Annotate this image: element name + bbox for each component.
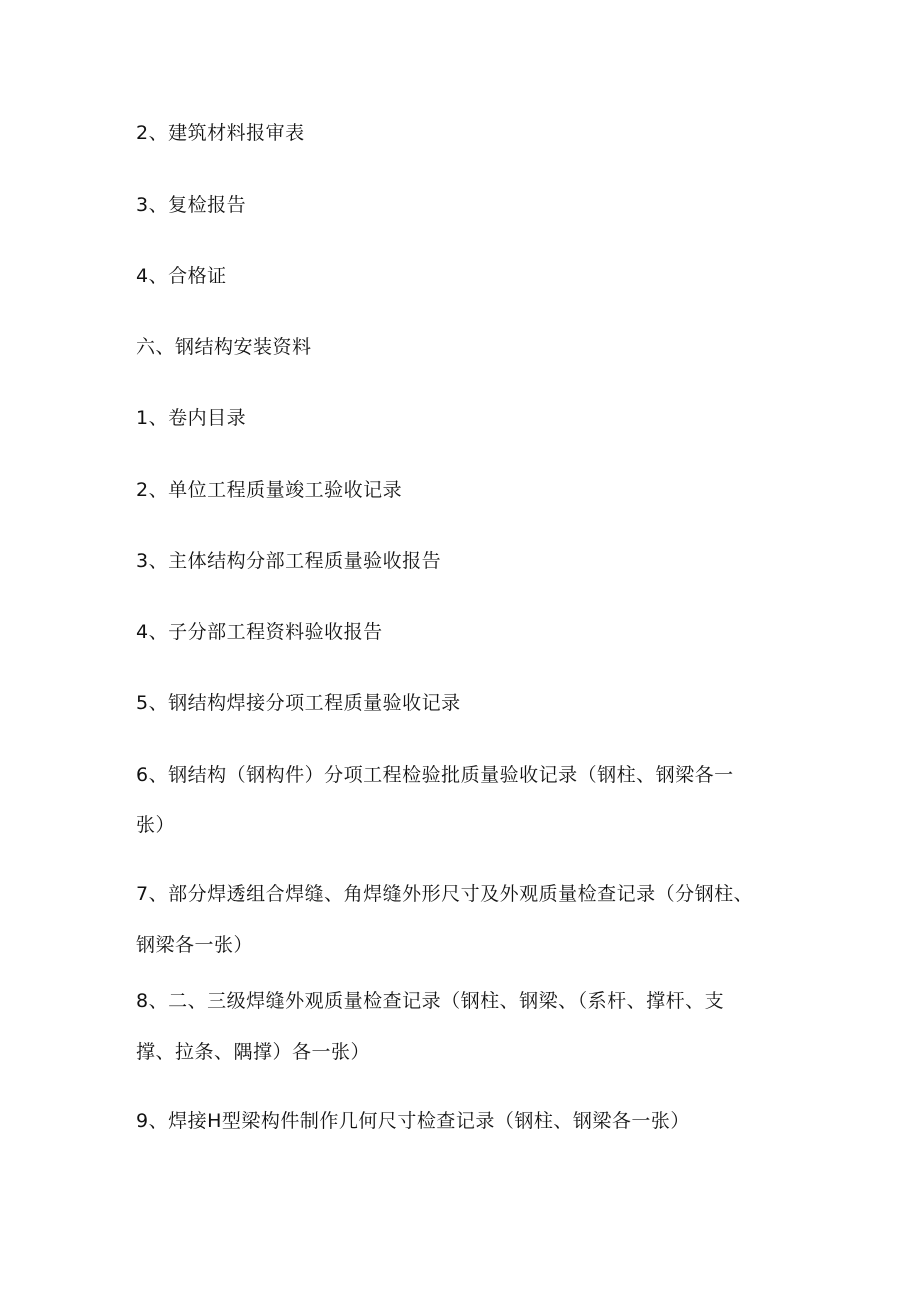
list-item: 6、钢结构（钢构件）分项工程检验批质量验收记录（钢柱、钢梁各一 [136,764,734,786]
list-item: 2、建筑材料报审表 [136,122,305,144]
list-item: 3、主体结构分部工程质量验收报告 [136,550,442,572]
list-item: 3、复检报告 [136,194,247,216]
list-item: 7、部分焊透组合焊缝、角焊缝外形尺寸及外观质量检查记录（分钢柱、 [136,883,754,905]
list-item: 5、钢结构焊接分项工程质量验收记录 [136,692,461,714]
list-item: 8、二、三级焊缝外观质量检查记录（钢柱、钢梁、（系杆、撑杆、支 [136,990,725,1012]
section-heading: 六、钢结构安装资料 [136,336,312,358]
list-item: 4、子分部工程资料验收报告 [136,621,383,643]
list-item: 2、单位工程质量竣工验收记录 [136,479,403,501]
list-item: 9、焊接H型梁构件制作几何尺寸检查记录（钢柱、钢梁各一张） [136,1110,690,1132]
list-item-continuation: 钢梁各一张） [136,934,254,956]
list-item: 4、合格证 [136,265,227,287]
list-item-continuation: 张） [136,814,176,836]
list-item: 1、卷内目录 [136,407,247,429]
list-item-continuation: 撑、拉条、隅撑）各一张） [136,1041,371,1063]
